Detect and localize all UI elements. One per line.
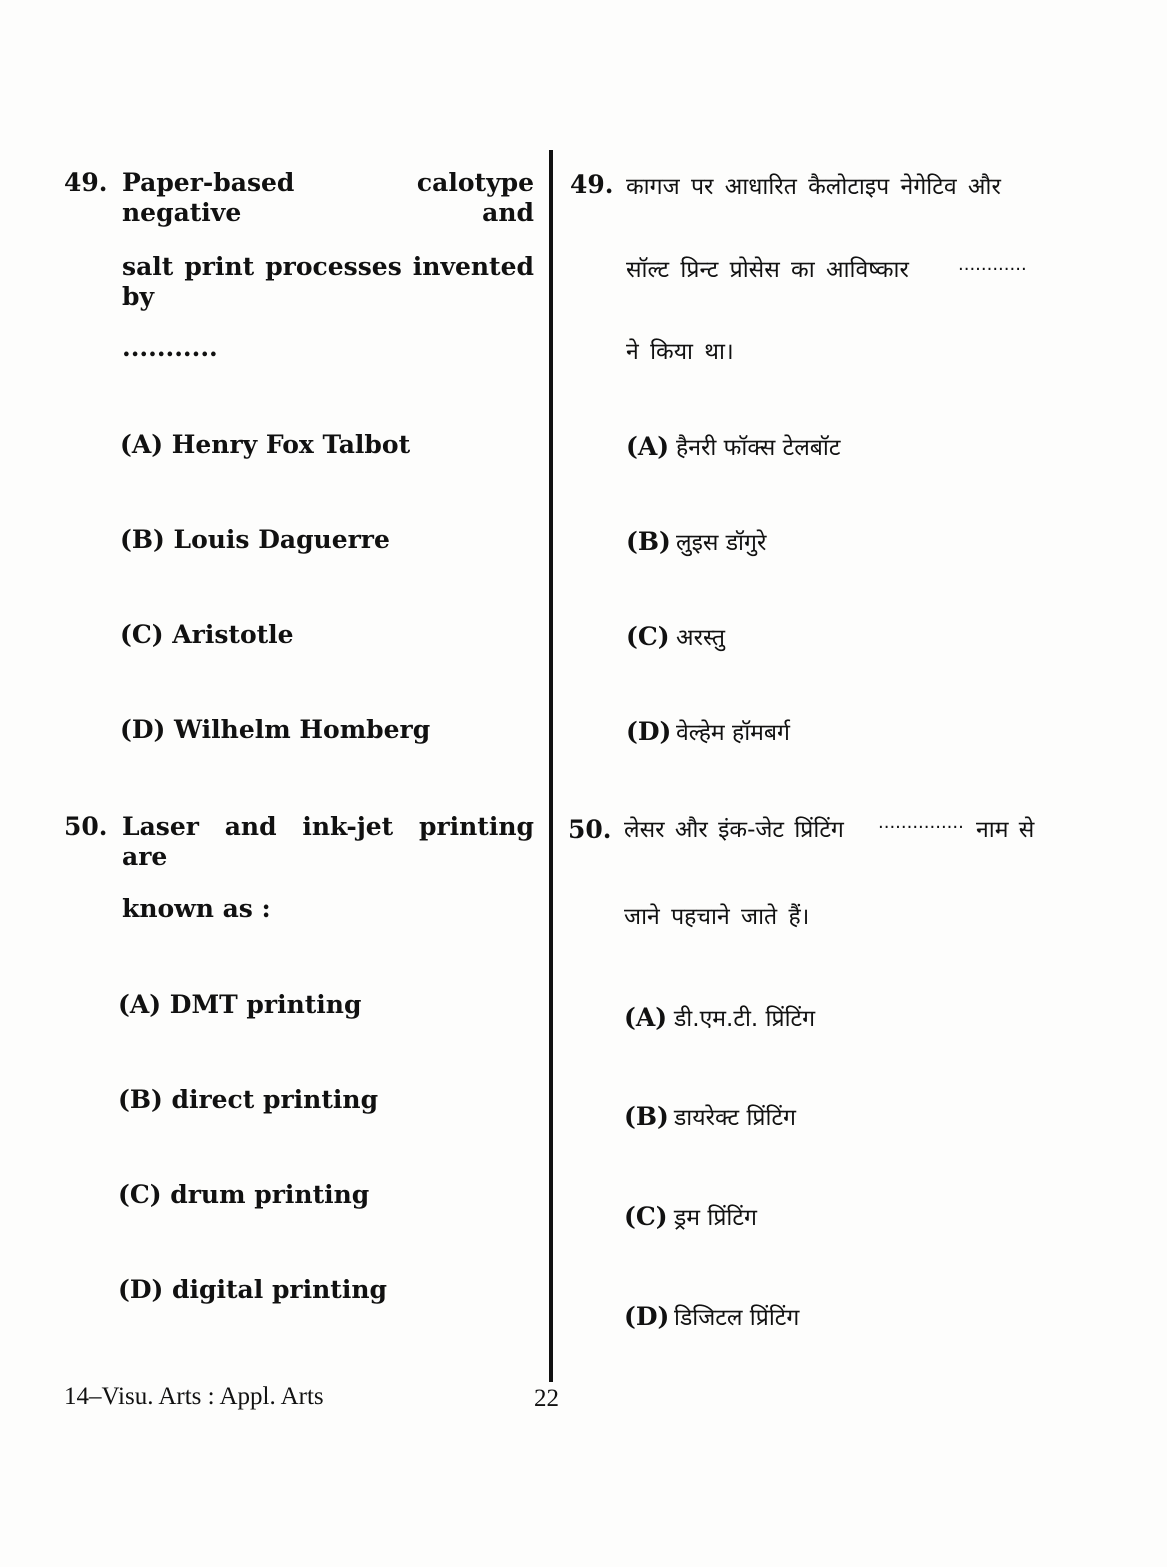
question-number-50-en: 50.: [64, 812, 108, 841]
option-50d-hi-label: (D): [624, 1302, 670, 1331]
question-49-hi-line3: ने किया था।: [626, 339, 734, 365]
question-50-hi-blank: ...............: [878, 812, 964, 833]
question-number-49-hi: 49.: [570, 170, 614, 199]
option-49b-hi-text: लुइस डॉगुरे: [676, 530, 767, 556]
option-50c-hi-label: (C): [624, 1202, 668, 1231]
option-50b-en: (B) direct printing: [118, 1085, 379, 1114]
option-50d-en: (D) digital printing: [118, 1275, 387, 1304]
question-50-en-line1: Laser and ink-jet printing are: [122, 812, 534, 871]
footer-subject: 14–Visu. Arts : Appl. Arts: [64, 1383, 324, 1410]
option-49c-hi-text: अरस्तु: [676, 625, 726, 651]
question-50-en-line2: known as :: [122, 894, 271, 923]
option-49a-hi-label: (A): [626, 432, 670, 461]
option-49c-hi-label: (C): [626, 622, 670, 651]
option-50b-hi-label: (B): [624, 1102, 669, 1131]
option-49d-hi-text: वेल्हेम हॉमबर्ग: [676, 720, 790, 746]
option-49a-hi-text: हैनरी फॉक्स टेलबॉट: [676, 435, 841, 461]
question-49-en-line2: salt print processes invented by: [122, 252, 534, 311]
option-50b-hi-text: डायरेक्ट प्रिंटिंग: [674, 1105, 796, 1131]
option-49b-en: (B) Louis Daguerre: [120, 525, 390, 554]
column-divider: [549, 150, 553, 1382]
option-50c-hi-text: ड्रम प्रिंटिंग: [674, 1205, 757, 1231]
option-50a-hi-label: (A): [624, 1003, 668, 1032]
question-number-49-en: 49.: [64, 168, 108, 197]
option-50a-hi-text: डी.एम.टी. प्रिंटिंग: [674, 1006, 816, 1032]
question-50-hi-line2: जाने पहचाने जाते हैं।: [624, 904, 810, 930]
question-49-en-blank: ...........: [122, 333, 218, 362]
option-50a-en: (A) DMT printing: [118, 990, 362, 1019]
option-50c-en: (C) drum printing: [118, 1180, 370, 1209]
page-number: 22: [534, 1385, 559, 1412]
question-50-hi-line1a: लेसर और इंक-जेट प्रिंटिंग: [624, 817, 844, 843]
option-49d-hi-label: (D): [626, 717, 672, 746]
question-number-50-hi: 50.: [568, 815, 612, 844]
question-49-hi-line1: कागज पर आधारित कैलोटाइप नेगेटिव और: [626, 174, 1001, 200]
question-50-hi-line1b: नाम से: [976, 817, 1035, 843]
question-49-hi-line2: सॉल्ट प्रिन्ट प्रोसेस का आविष्कार: [626, 257, 909, 283]
question-49-en-line1: Paper-based calotype negative and: [122, 168, 534, 227]
option-50d-hi-text: डिजिटल प्रिंटिंग: [674, 1305, 800, 1331]
question-49-hi-blank: ............: [958, 254, 1027, 275]
option-49c-en: (C) Aristotle: [120, 620, 294, 649]
option-49d-en: (D) Wilhelm Homberg: [120, 715, 431, 744]
option-49a-en: (A) Henry Fox Talbot: [120, 430, 411, 459]
option-49b-hi-label: (B): [626, 527, 671, 556]
